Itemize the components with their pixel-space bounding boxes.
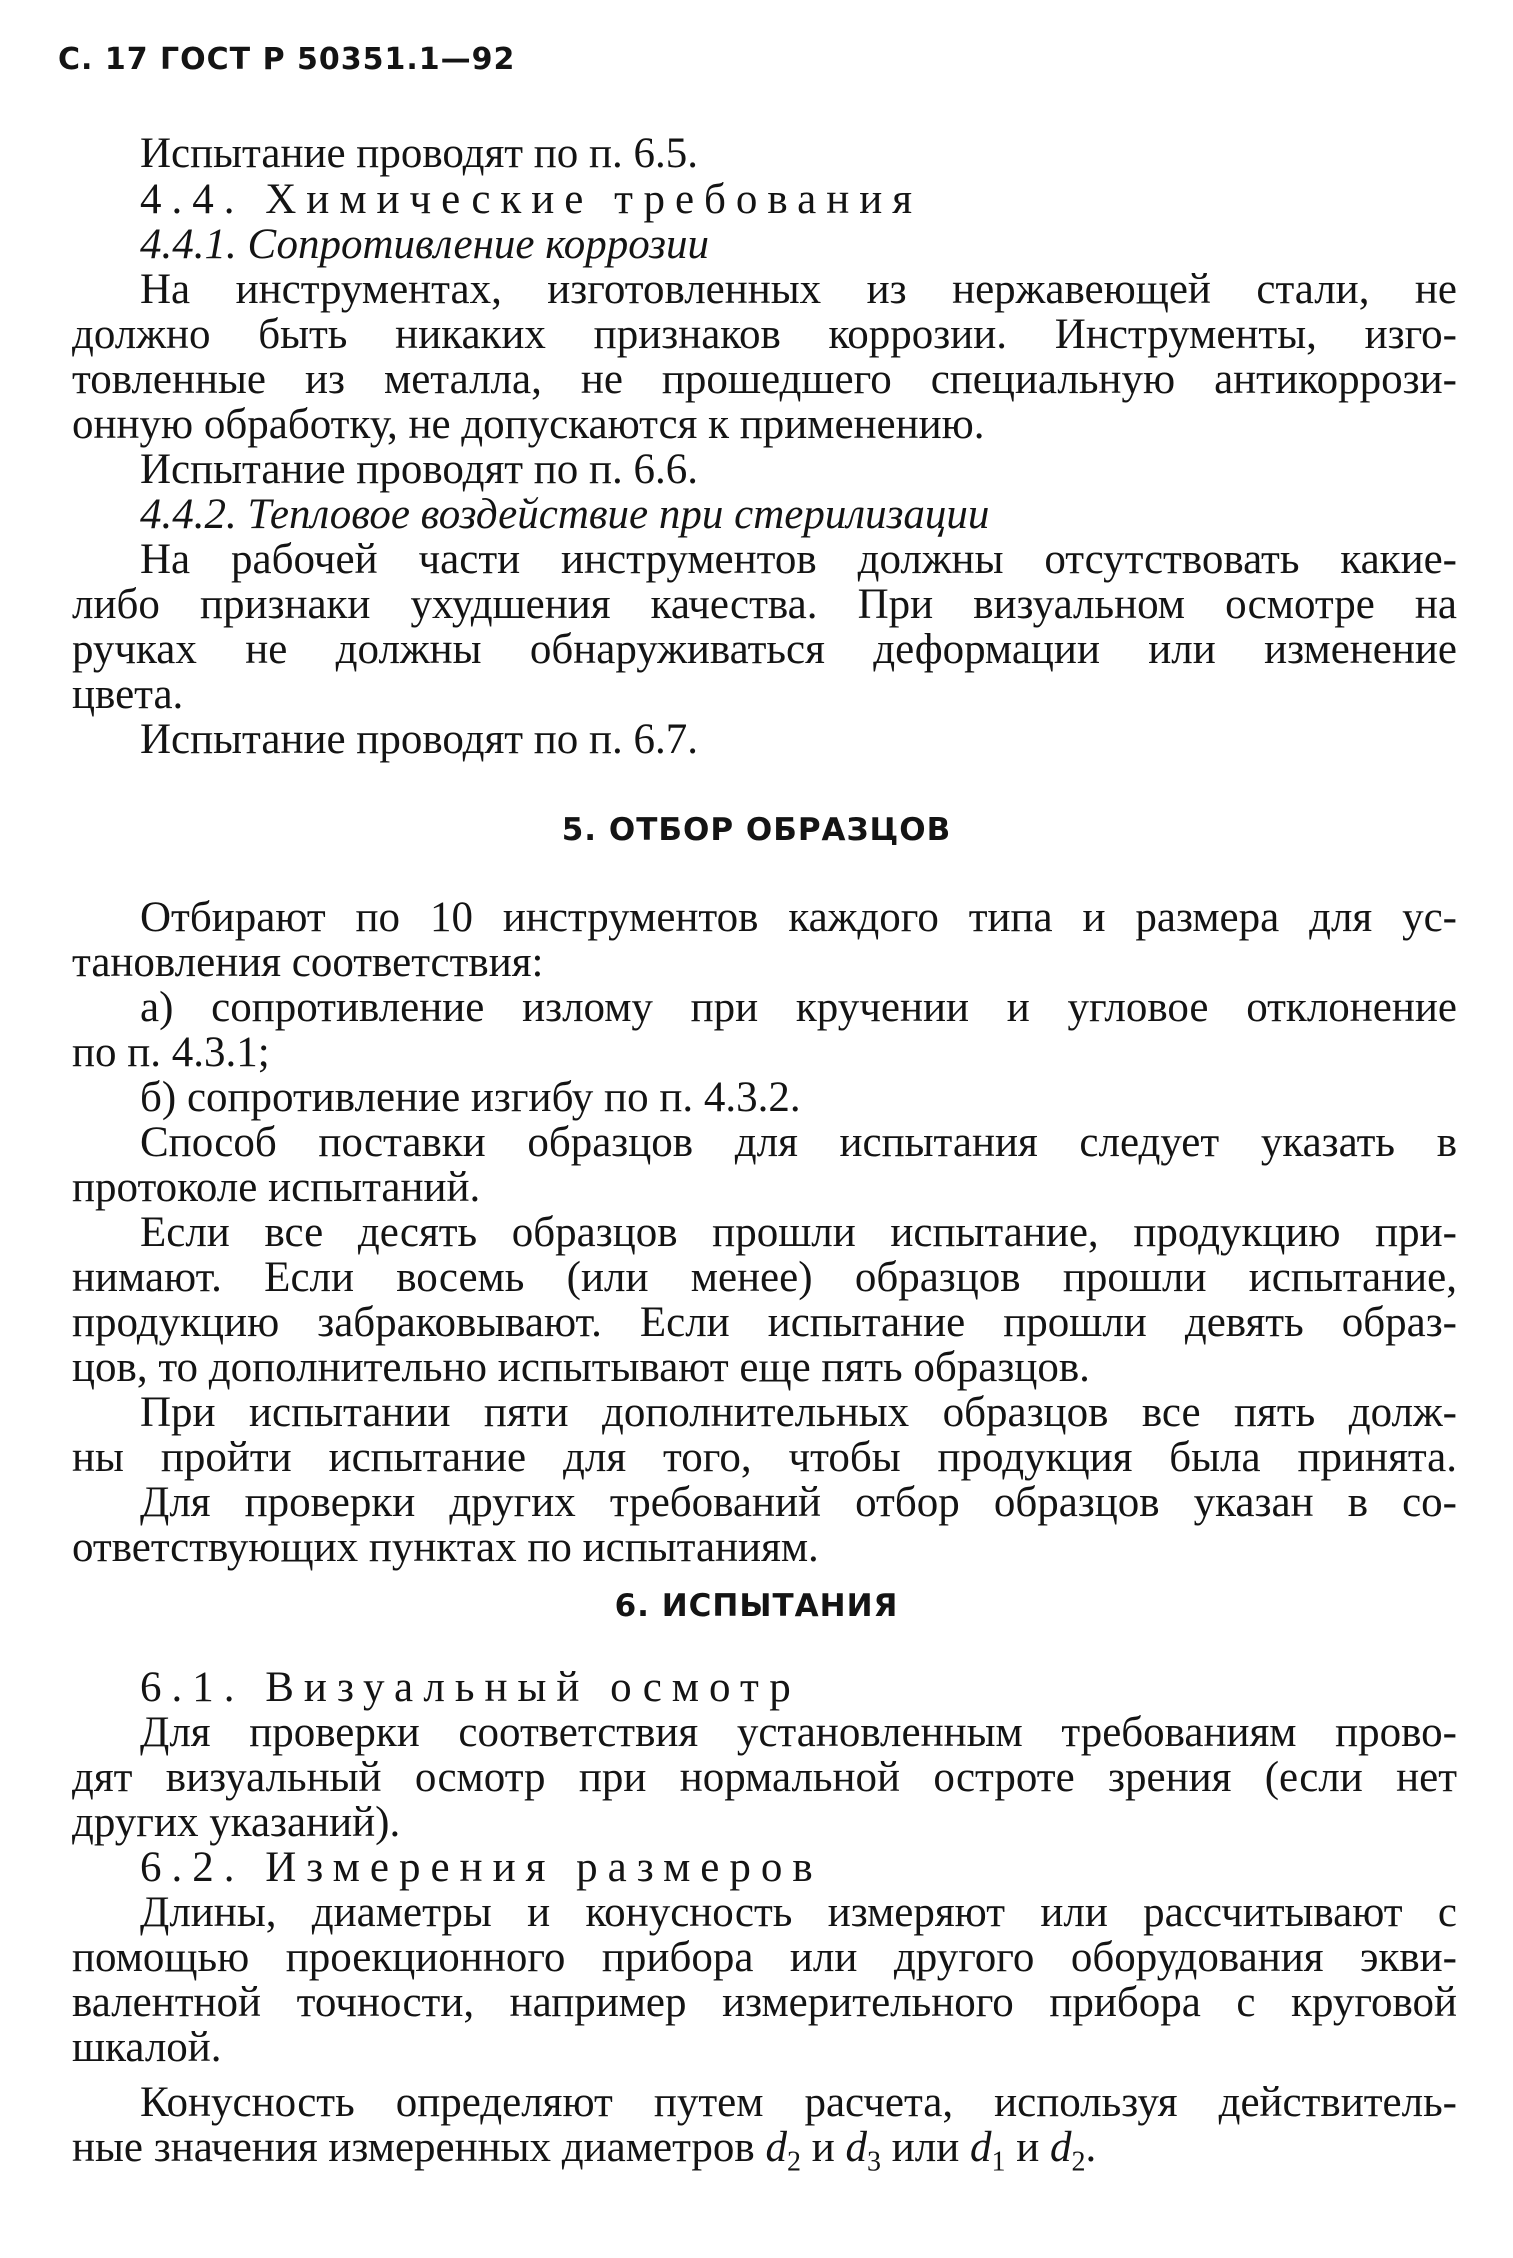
formula-line: [72, 2123, 1096, 2188]
text-line: ответствующих пунктах по испытаниям.: [72, 1524, 819, 1571]
text-line: Для проверки соответствия установленным требованиям прово-: [140, 1709, 1457, 1756]
text-line: Отбирают по 10 инструментов каждого типа и размера для ус-: [140, 894, 1457, 941]
text-fragment: .: [1085, 2124, 1097, 2171]
text-line: Испытание проводят по п. 6.7.: [140, 716, 699, 763]
text-line: дят визуальный осмотр при нормальной остроте зрения (если нет: [72, 1754, 1457, 1801]
subsection-title: 4.4. Химические требования: [140, 176, 923, 223]
subsection-title: 6.2. Измерения размеров: [140, 1844, 823, 1891]
text-line: шкалой.: [72, 2024, 222, 2071]
text-line: тановления соответствия:: [72, 939, 544, 986]
subscript: 1: [991, 2146, 1006, 2178]
variable-d: d: [969, 2124, 992, 2171]
text-line: б) сопротивление изгибу по п. 4.3.2.: [140, 1074, 801, 1121]
text-line: по п. 4.3.1;: [72, 1029, 270, 1076]
subsection-title: 4.4.2. Тепловое воздействие при стерилизации: [140, 491, 990, 538]
text-line: Если все десять образцов прошли испытание, продукцию при-: [140, 1209, 1457, 1256]
text-line: ручках не должны обнаруживаться деформации или изменение: [72, 626, 1457, 673]
text-line: Испытание проводят по п. 6.6.: [140, 446, 699, 493]
text-line: Испытание проводят по п. 6.5.: [140, 130, 699, 177]
text-fragment: и: [800, 2124, 846, 2171]
text-line: Способ поставки образцов для испытания следует указать в: [140, 1119, 1457, 1166]
text-line: При испытании пяти дополнительных образцов все пять долж-: [140, 1389, 1457, 1436]
subsection-title: 6.1. Визуальный осмотр: [140, 1664, 801, 1711]
text-line: должно быть никаких признаков коррозии. Инструменты, изго-: [72, 311, 1457, 358]
text-line: помощью проекционного прибора или другого оборудования экви-: [72, 1934, 1457, 1981]
text-line: Конусность определяют путем расчета, используя действитель-: [140, 2079, 1457, 2126]
subscript: 2: [1071, 2146, 1086, 2178]
text-fragment: ные значения измеренных диаметров: [72, 2124, 766, 2171]
text-line: продукцию забраковывают. Если испытание прошли девять образ-: [72, 1299, 1457, 1346]
text-line: онную обработку, не допускаются к применению.: [72, 401, 985, 448]
text-line: На инструментах, изготовленных из нержавеющей стали, не: [140, 266, 1457, 313]
variable-d: d: [845, 2124, 867, 2171]
text-line: протоколе испытаний.: [72, 1164, 481, 1211]
text-line: а) сопротивление излому при кручении и угловое отклонение: [140, 984, 1457, 1031]
section-heading: 6. ИСПЫТАНИЯ: [614, 1588, 899, 1624]
text-line: нимают. Если восемь (или менее) образцов прошли испытание,: [72, 1254, 1457, 1301]
text-line: Для проверки других требований отбор образцов указан в со-: [140, 1479, 1457, 1526]
variable-d: d: [765, 2124, 787, 2171]
text-line: На рабочей части инструментов должны отсутствовать какие-: [140, 536, 1457, 583]
text-line: ны пройти испытание для того, чтобы продукция была принята.: [72, 1434, 1457, 1481]
text-fragment: или: [880, 2124, 970, 2171]
text-line: либо признаки ухудшения качества. При визуальном осмотре на: [72, 581, 1457, 628]
subscript: 2: [786, 2146, 801, 2178]
text-line: Длины, диаметры и конусность измеряют или рассчитывают с: [140, 1889, 1457, 1936]
variable-d: d: [1049, 2124, 1072, 2171]
text-line: других указаний).: [72, 1799, 401, 1846]
text-line: цов, то дополнительно испытывают еще пять образцов.: [72, 1344, 1090, 1391]
text-fragment: и: [1005, 2124, 1050, 2171]
section-heading: 5. ОТБОР ОБРАЗЦОВ: [561, 812, 952, 848]
text-line: валентной точности, например измерительного прибора с круговой: [72, 1979, 1457, 2026]
text-line: цвета.: [72, 671, 184, 718]
page-header: С. 17 ГОСТ Р 50351.1—92: [58, 42, 516, 77]
subscript: 3: [866, 2146, 881, 2178]
subsection-title: 4.4.1. Сопротивление коррозии: [140, 221, 709, 268]
text-line: товленные из металла, не прошедшего специальную антикоррози-: [72, 356, 1457, 403]
